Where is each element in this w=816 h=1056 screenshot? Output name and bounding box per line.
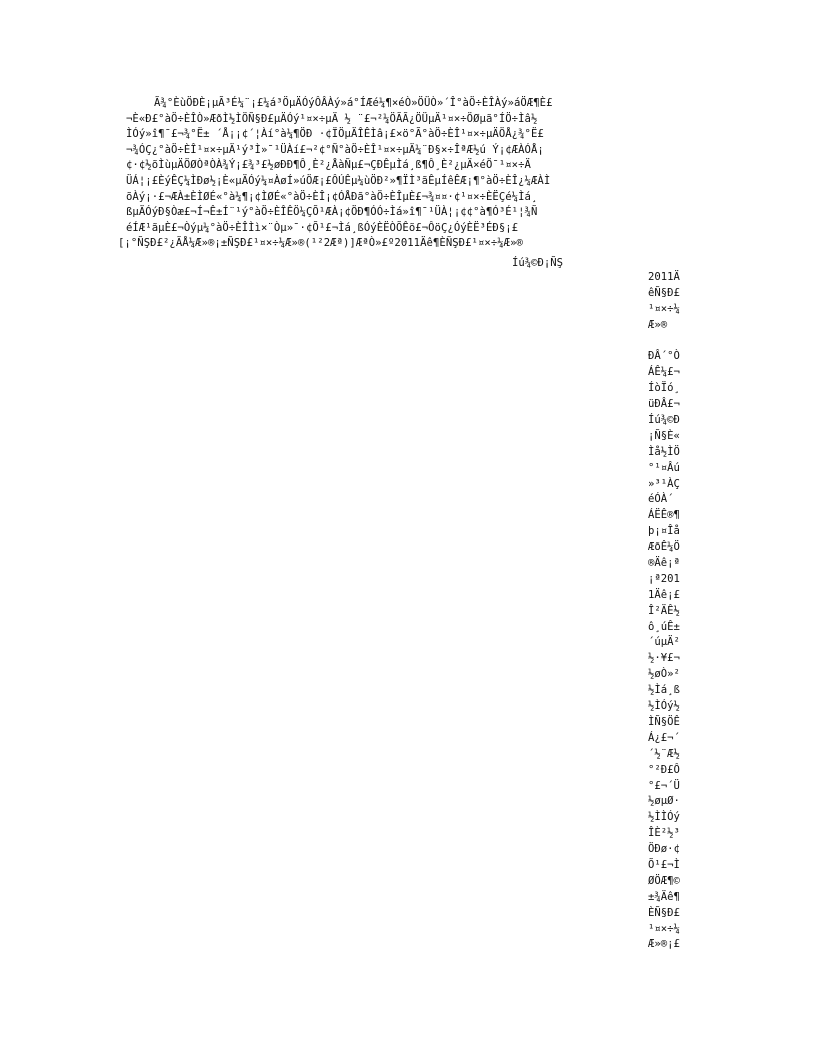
column-line: ½øÒ»² <box>648 668 680 681</box>
column-line: ±¾Äê¶ <box>648 890 680 903</box>
column-line: ¡ª201 <box>648 572 680 585</box>
column-line: ½ÌÌÓý <box>648 811 680 824</box>
column-line: ÐÂ´°Ò <box>648 350 680 363</box>
body-paragraph <box>118 96 702 252</box>
column-line: °£¬´Ü <box>648 779 680 792</box>
column-line: 1Äê¡£ <box>648 588 680 601</box>
column-line: Î²ÄÊ½ <box>648 604 680 617</box>
column-line: Á¿£¬´ <box>648 731 680 744</box>
column-line: ÌÑ§ÖÊ <box>648 715 680 728</box>
column-line: 2011Ä <box>648 271 680 283</box>
column-line: Íú¾©Ð <box>648 414 680 427</box>
column-line: ¹¤×÷¼ <box>648 922 680 935</box>
column-line: ÈÑ§Ð£ <box>648 906 680 919</box>
column-line: Ìå½ÌÖ <box>648 445 680 458</box>
column-line: êÑ§Ð£ <box>648 286 680 299</box>
narrow-text-column <box>648 270 704 953</box>
column-line: üÐÂ£¬ <box>648 398 680 411</box>
column-line: Æ»®¡£ <box>648 938 680 951</box>
column-line: ÁÊ¼£¬ <box>648 366 680 379</box>
paragraph-line: ¢·¢½õÌùµÄÖØÒªÒÀ¾Ý¡£¾³£½øÐÐ¶Ô¸È²¿ÅàÑµ£¬ÇÐÊµÌá¸ß¶Ô¸È²¿µÄ×éÖ¯¹¤×÷Ä <box>126 159 531 172</box>
column-line: ¡Ñ§È« <box>648 429 680 442</box>
column-line: ÆðÊ¼Ö <box>648 541 680 554</box>
column-line: ´úµÄ² <box>648 636 680 649</box>
column-line <box>648 334 704 350</box>
paragraph-line: õÀý¡·£¬ÆÀ±ÈÌØÉ«°à¼¶¡¢ÌØÉ«°àÖ÷ÈÎ¡¢ÓÅÐã°àÖ÷ÈÎµÈ£¬¾¤¤·¢¹¤×÷ÈËÇé¼Ìá¸ <box>126 190 538 203</box>
column-line: ½·¥£¬ <box>648 652 680 665</box>
column-line: ô¸úÊ± <box>648 620 680 633</box>
column-line: ÁËÊ®¶ <box>648 509 680 522</box>
column-line: Õ¹£¬Ì <box>648 858 680 871</box>
paragraph-line: ÌÓý»î¶¯£¬¾°Ë± ´Å¡¡¢´¦Àí°à¼¶ÖÐ ·¢ÏÖµÄÎÊÌâ¡£×ö°Ã°àÖ÷ÈÎ¹¤×÷µÄÖÅ¿¾°Ë£ <box>126 128 544 141</box>
column-line: °²Ð£Ô <box>648 763 680 776</box>
column-line: Æ»® <box>648 318 668 331</box>
column-line: °¹¤Âú <box>648 461 680 474</box>
paragraph-line: éÍÆ¹ãµÈ£¬Òýµ¼°àÖ÷ÈÎÌì×¨Òµ»¯·¢Õ¹£¬Ìá¸ßÓýÈËÒÕÊõ£¬ÔöÇ¿ÓýÈË³ÉÐ§¡£ <box>126 221 519 234</box>
column-line: ÍòÏó¸ <box>648 382 680 395</box>
column-line: »³¹ÀÇ <box>648 477 680 490</box>
paragraph-line: ¬¾ÓÇ¿°àÖ÷ÈÎ¹¤×÷µÄ¹ý³Ì»¯¹ÜÀí£¬²¢°Ñ°àÖ÷ÈÎ¹¤×÷µÄ¼¨Ð§×÷ÎªÆ½ú Ý¡¢ÆÀÓÅ¡ <box>126 143 544 156</box>
reference-subtitle: Íú¾©Ð¡ÑŞ <box>512 257 564 269</box>
column-line: ½ÌÓý½ <box>648 700 680 713</box>
column-line: ÖÐø·¢ <box>648 843 680 856</box>
column-line: ÎÈ²½³ <box>648 827 680 840</box>
column-line: ½Ìá¸ß <box>648 684 680 697</box>
column-line: éÓÀ´ <box>648 493 674 506</box>
column-line: ´½¨Æ½ <box>648 747 680 760</box>
reference-line: [¡°ÑŞÐ£²¿ÃÅ¼Æ»®¡±ÑŞÐ£¹¤×÷¼Æ»®(¹²2Æª)]ÆªÒ»£º2011Äê¶ÈÑŞÐ£¹¤×÷¼Æ»® <box>118 237 523 250</box>
column-line: ½øµØ· <box>648 795 680 808</box>
paragraph-line: ßµÄÓýÐ§Òæ£¬Í¬Ê±Í¨¹ý°àÖ÷ÈÎÊÖ¼ÇÕ¹ÆÀ¡¢ÖÐ¶ÓÓ÷Ìá»î¶¯¹ÜÀ¦¡¢¢°à¶Ó³É¹¦¾Ñ <box>126 206 538 219</box>
paragraph-line: ÜÁ¦¡£ÈýÊÇ¼ÌÐø½¡È«µÄÓý¼¤ÀøÍ»úÖÆ¡£ÔÚÊµ¼ùÖÐ²»¶ÏÌ³ãÊµÍêÊÆ¡¶°àÖ÷ÈÎ¿¼ÆÀÌ <box>126 174 551 187</box>
column-line: þ¡¤Îå <box>648 525 680 538</box>
paragraph-line: Ã¾°ÈùÖÐÈ¡µÃ³É¼¨¡£¼á³ÖµÄÓýÔÂÀý»á°ÍÆé¼¶×éÒ»ÖÜÒ»´Î°àÖ÷ÈÎÀý»áÖÆ¶È£ <box>154 97 553 109</box>
paragraph-line: ¬È«Ð£°àÖ÷ÈÎÒ»ÆðÌ½ÌÖÑ§Ð£µÄÓý¹¤×÷µÄ ½ ¨£¬²¼ÖÃÃ¿ÖÜµÄ¹¤×÷ÖØµã°ÍÖ÷Ìâ½ <box>126 112 538 125</box>
column-line: ØÖÆ¶© <box>648 874 680 887</box>
column-line: ®Äê¡ª <box>648 557 680 570</box>
column-line: ¹¤×÷¼ <box>648 302 680 315</box>
